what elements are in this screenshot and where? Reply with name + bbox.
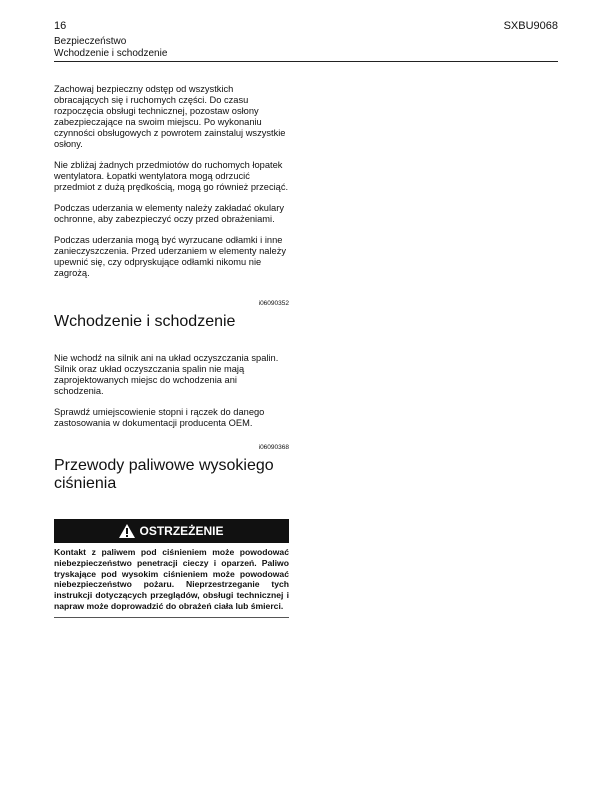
reference-id: i06090368 [258,444,289,451]
paragraph: Podczas uderzania mogą być wyrzucane odłamki i inne zanieczyszczenia. Przed uderzaniem w elementy należy upewnić się, czy odpryskujące odłamki nikomu nie zagrożą. [54,235,287,278]
section-mounting [54,300,289,439]
paragraph: Podczas uderzania w elementy należy zakładać okulary ochronne, aby zabezpieczyć oczy przed obrażeniami. [54,203,284,224]
paragraph: Nie wchodź na silnik ani na układ oczyszczania spalin. Silnik oraz układ oczyszczania spalin nie mają zaprojektowanych miejsc do wchodzenia ani schodzenia. [54,353,279,396]
page-number: 16 [54,20,67,32]
section-moving-parts [54,84,289,289]
section-title: Wchodzenie i schodzenie [54,313,236,330]
warning-label: OSTRZEŻENIE [139,524,224,538]
section-fuel-lines [54,444,289,618]
header-subsection: Wchodzenie i schodzenie [54,48,168,59]
warning-banner [54,519,289,543]
warning-icon [119,524,135,538]
paragraph: Sprawdź umiejscowienie stopni i rączek do danego zastosowania w dokumentacji producenta OEM. [54,407,265,428]
header-divider [54,61,558,62]
reference-id: i06090352 [258,300,289,307]
header-section: Bezpieczeństwo [54,36,127,47]
paragraph: Nie zbliżaj żadnych przedmiotów do ruchomych łopatek wentylatora. Łopatki wentylatora mogą odrzucić przedmiot z dużą prędkością, mogą go również przeciąć. [54,160,289,192]
warning-text: Kontakt z paliwem pod ciśnieniem może powodować niebezpieczeństwo penetracji cieczy i oparzeń. Paliwo tryskające pod wysokim ciśnieniem może powodować niebezpieczeństwo pożaru. Nieprzestrzeganie tych instrukcji dotyczących przeglądów, obsługi technicznej i napraw może doprowadzić do obrażeń ciała lub śmierci. [54,547,289,618]
section-title: Przewody paliwowe wysokiego ciśnienia [54,457,274,492]
paragraph: Zachowaj bezpieczny odstęp od wszystkich obracających się i ruchomych części. Do czasu rozpoczęcia obsługi technicznej, pozostaw osłony zabezpieczające na swoim miejscu. Po wykonaniu czynności obsługowych z powrotem zainstaluj wszystkie osłony. [54,84,286,149]
document-code: SXBU9068 [503,20,558,32]
